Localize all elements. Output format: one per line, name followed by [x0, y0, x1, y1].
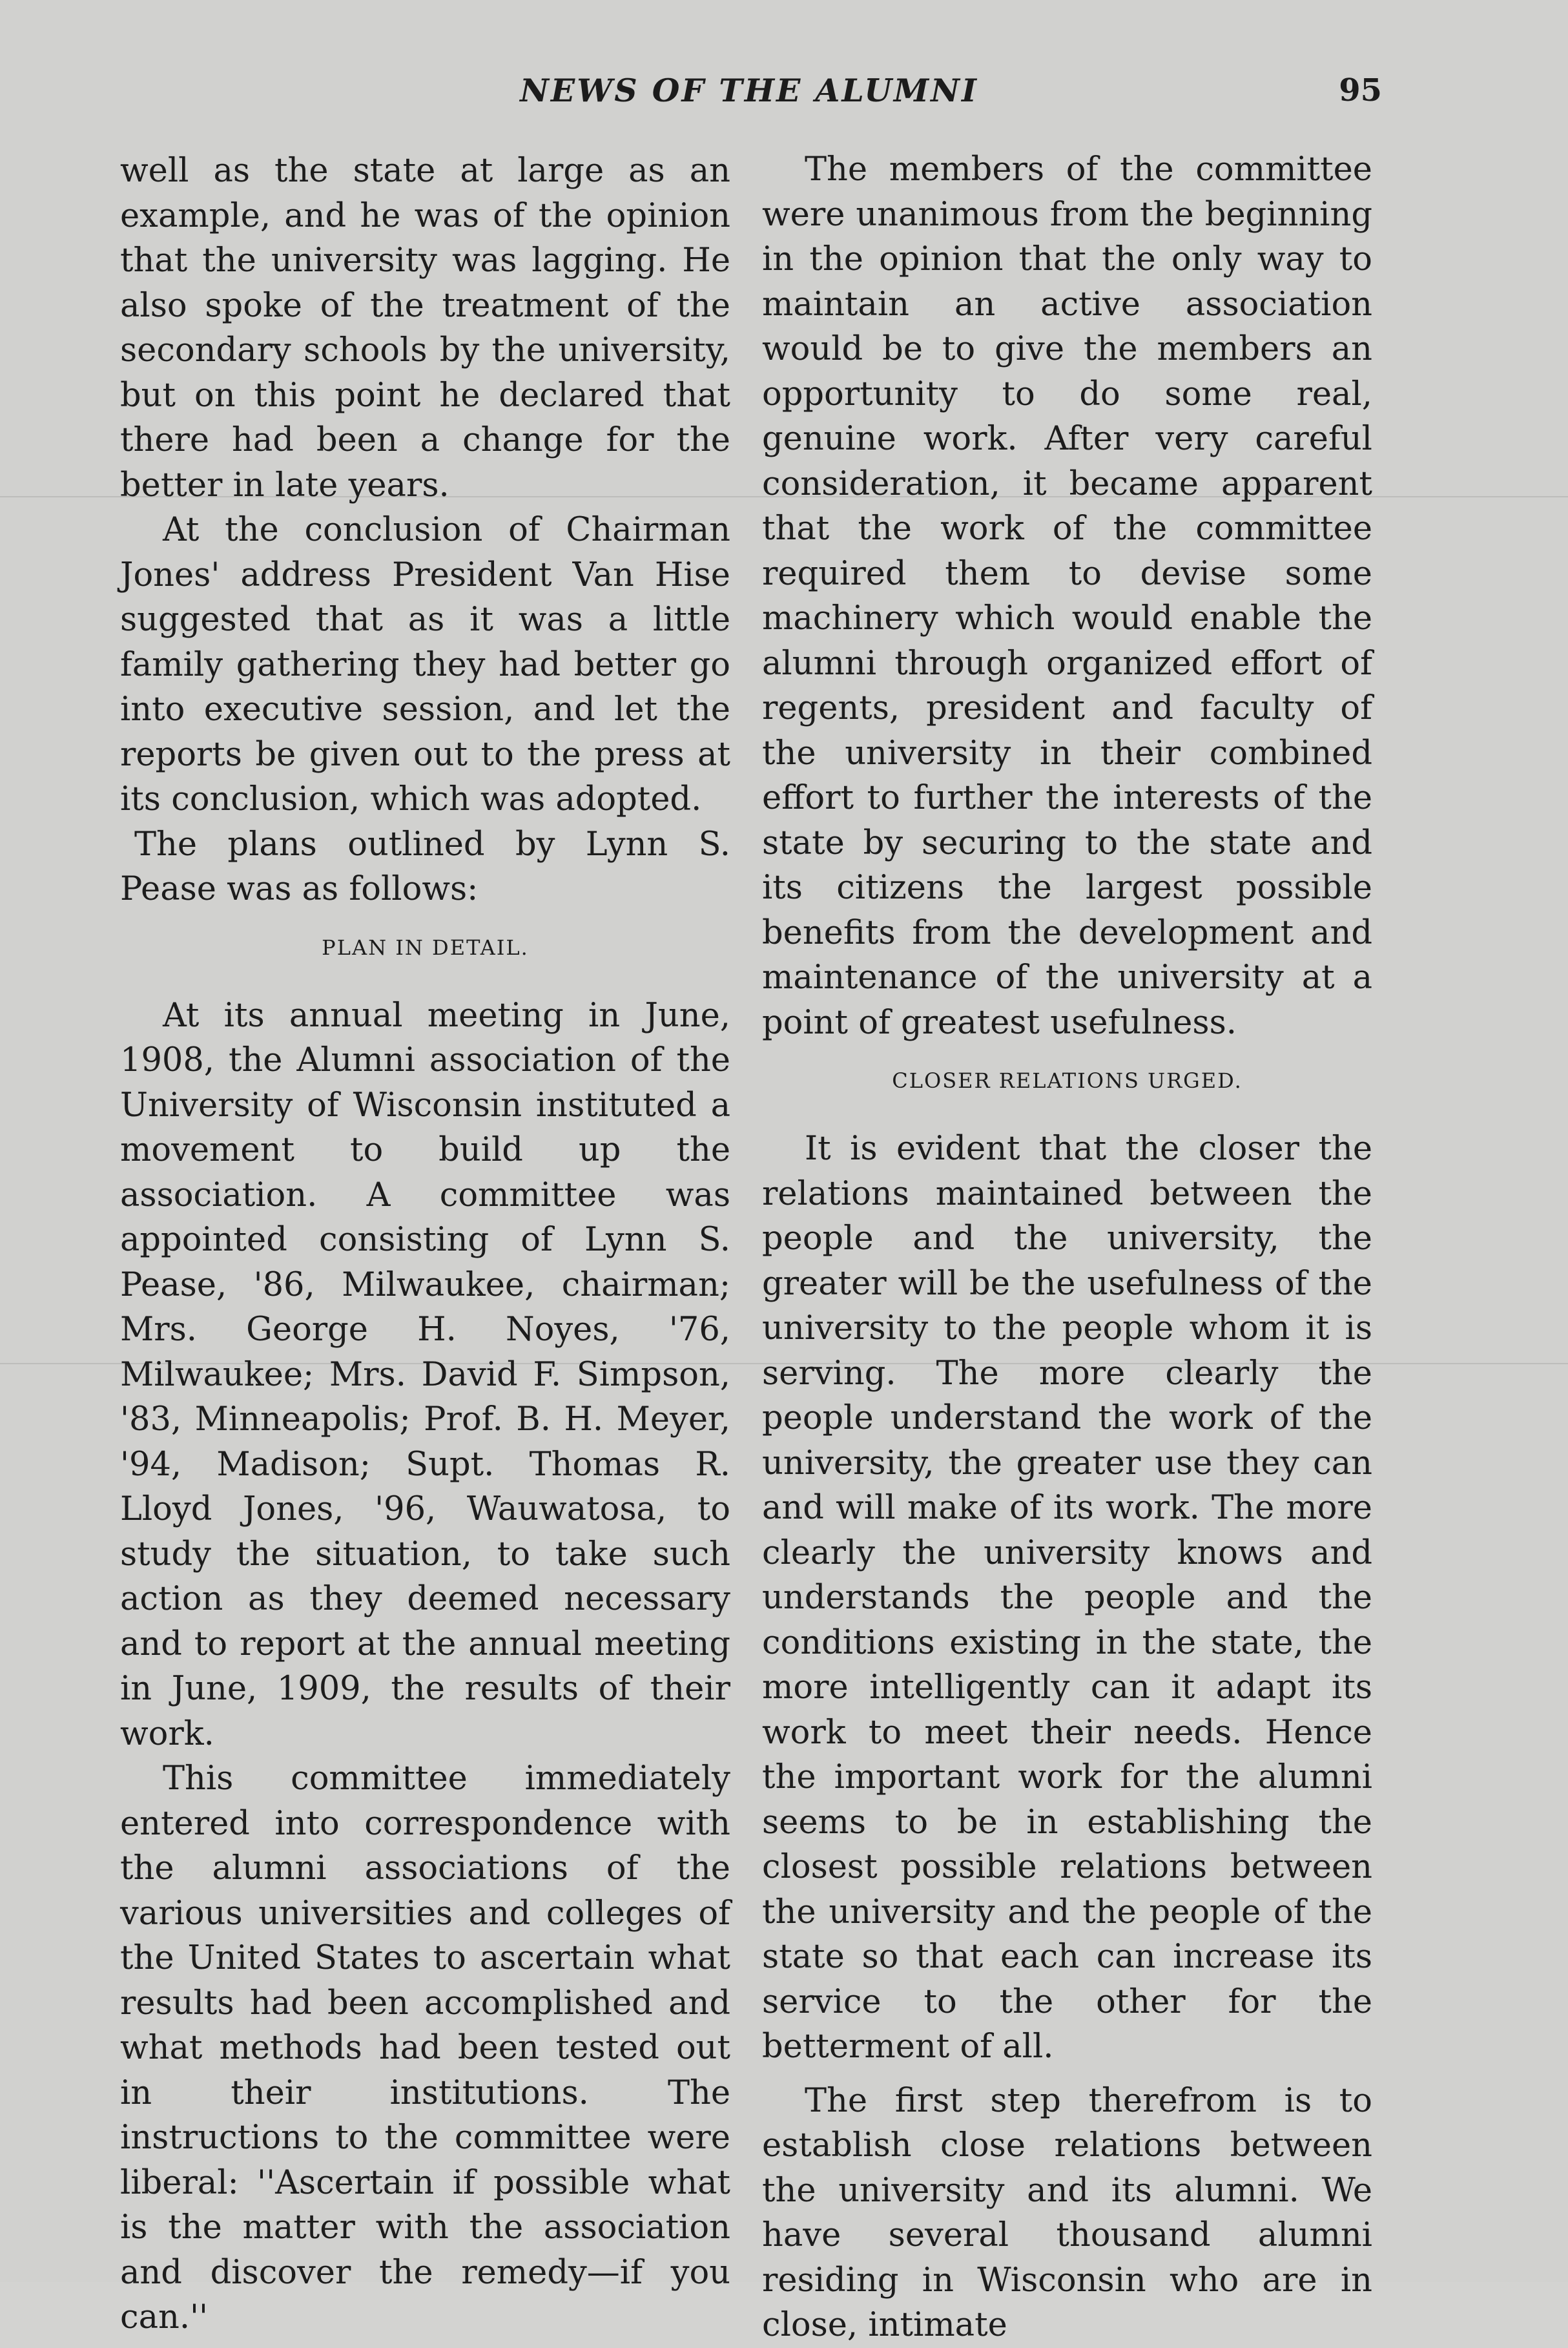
paragraph: This committee immediately entered into correspondence with the alumni associations of the various universities and colleges of the United States to ascertain what results had been accomplished and what methods had been tested out in their institutions. The instructions to the committee were liberal: ''Ascertain if possible what is the matter with the association and discover the remedy—if you can.''	[120, 1760, 730, 2336]
paragraph: well as the state at large as an example, and he was of the opinion that the university was lagging. He also spoke of the treatment of the secondary schools by the university, but on this point he declared that there had been a change for the better in late years.	[120, 152, 730, 504]
page-number: 95	[1339, 72, 1382, 109]
paragraph: It is evident that the closer the relations maintained between the people and the university, the greater will be the usefulness of the university to the people whom it is serving. The more clearly the people understand the work of the university, the greater use they can and will make of its work. The more clearly the university knows and understands the people and the conditions existing in the state, the more intelligently can it adapt its work to meet their needs. Hence the important work for the alumni seems to be in establishing the closest possible relations between the university and the people of the state so that each can increase its service to the other for the betterment of all.	[762, 1130, 1372, 2066]
page-header	[116, 65, 1382, 116]
right-column	[762, 147, 1372, 2348]
paragraph: At the conclusion of Chairman Jones' address President Van Hise suggested that as it was a little family gathering they had better go into executive session, and let the reports be given out to the press at its conclusion, which was adopted.	[120, 511, 730, 818]
section-heading: PLAN IN DETAIL.	[322, 935, 529, 960]
paragraph: The first step therefrom is to establish close relations between the university and its alumni. We have several thousand alumni residing in Wisconsin who are in close, intimate	[762, 2081, 1372, 2344]
paragraph: The plans outlined by Lynn S. Pease was as follows:	[120, 825, 730, 908]
running-head: NEWS OF THE ALUMNI	[520, 72, 978, 109]
paragraph: At its annual meeting in June, 1908, the Alumni association of the University of Wisconsin instituted a movement to build up the association. A committee was appointed consisting of Lynn S. Pease, '86, Milwaukee, chairman; Mrs. George H. Noyes, '76, Milwaukee; Mrs. David F. Simpson, '83, Minneapolis; Prof. B. H. Meyer, '94, Madison; Supt. Thomas R. Lloyd Jones, '96, Wauwatosa, to study the situation, to take such action as they deemed necessary and to report at the annual meeting in June, 1909, the results of their work.	[120, 996, 730, 1753]
section-heading: CLOSER RELATIONS URGED.	[892, 1068, 1243, 1093]
paragraph: The members of the committee were unanimous from the beginning in the opinion that the only way to maintain an active association would be to give the members an opportunity to do some real, genuine work. After very careful consideration, it became apparent that the work of the committee required them to devise some machinery which would enable the alumni through organized effort of regents, president and faculty of the university in their combined effort to further the interests of the state by securing to the state and its citizens the largest possible benefits from the development and maintenance of the university at a point of greatest usefulness.	[762, 151, 1372, 1042]
left-column	[120, 149, 730, 2340]
